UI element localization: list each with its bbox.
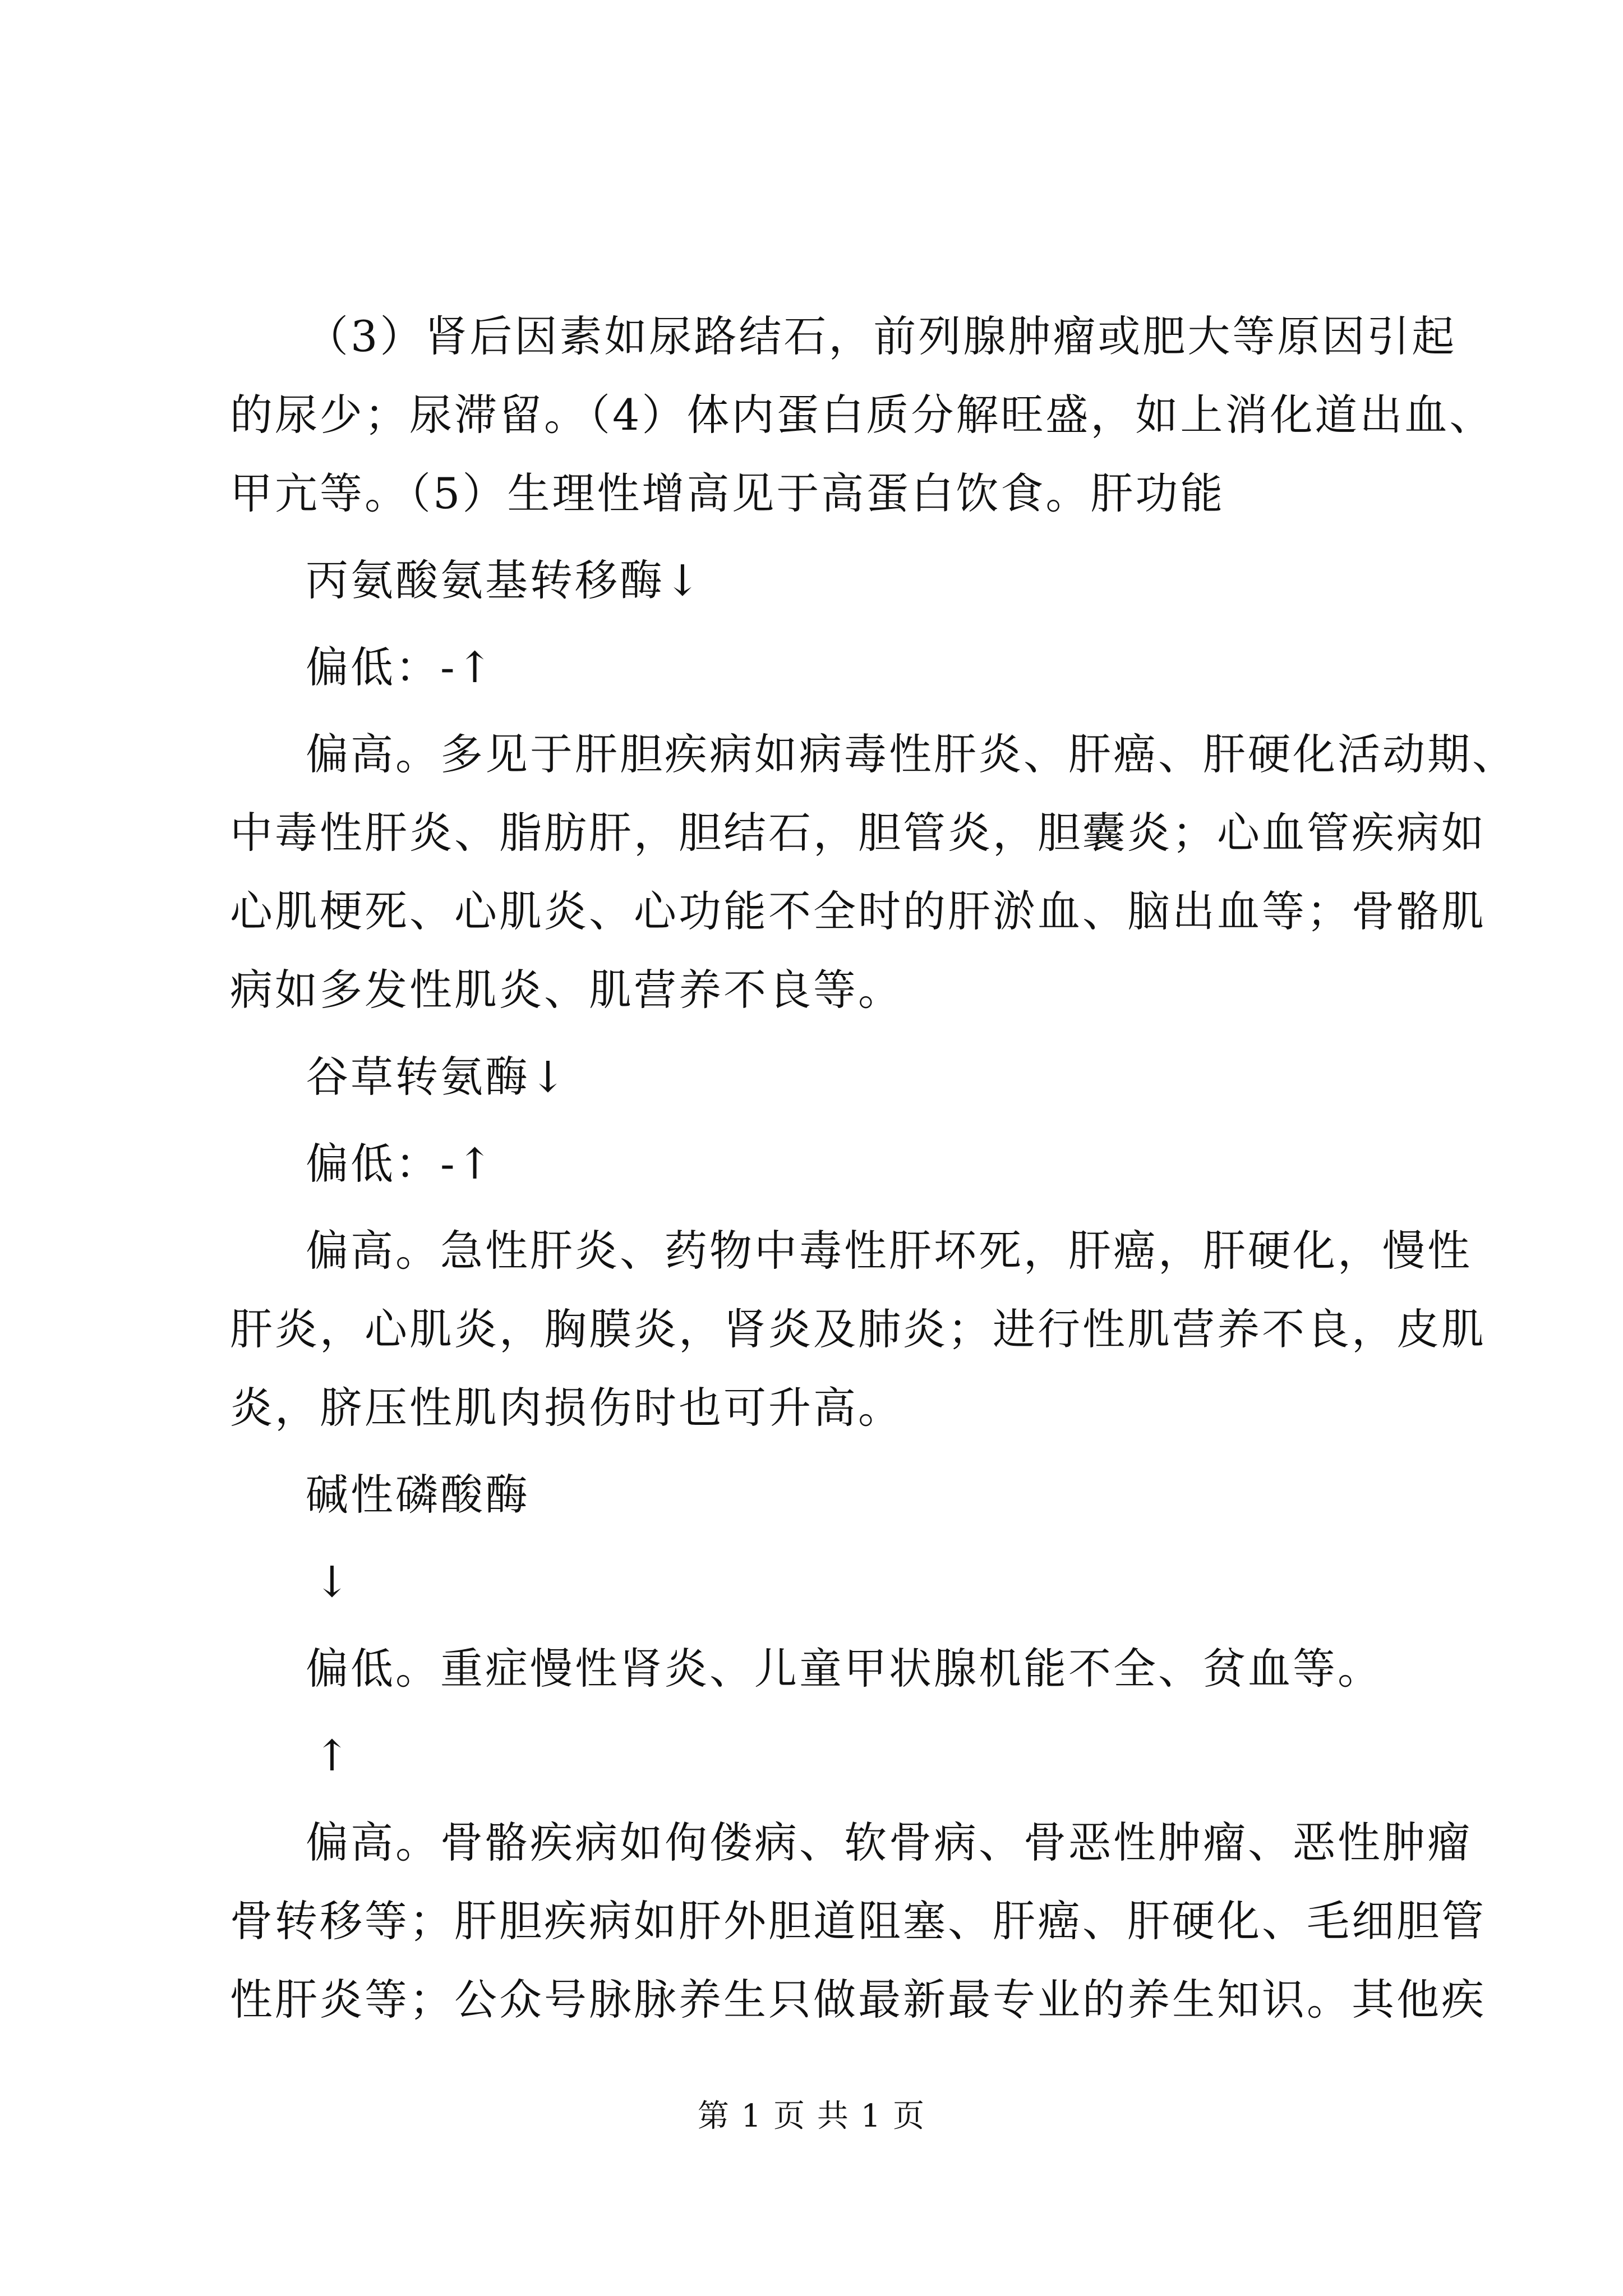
page-footer: 第 1 页 共 1 页 xyxy=(697,2098,926,2134)
text-line: 偏高。多见于肝胆疾病如病毒性肝炎、肝癌、肝硬化活动期、 xyxy=(306,729,1517,779)
text-line: 偏低：-↑ xyxy=(306,1139,495,1189)
text-line: 偏高。骨骼疾病如佝偻病、软骨病、骨恶性肿瘤、恶性肿瘤 xyxy=(306,1818,1472,1867)
text-line: 性肝炎等；公众号脉脉养生只做最新最专业的养生知识。其他疾 xyxy=(230,1975,1486,2024)
text-line: 谷草转氨酶↓ xyxy=(306,1052,568,1102)
text-line: 甲亢等。（5）生理性增高见于高蛋白饮食。肝功能 xyxy=(230,468,1225,518)
text-line: 碱性磷酸酶 xyxy=(306,1470,530,1520)
text-line: 肝炎，心肌炎，胸膜炎，肾炎及肺炎；进行性肌营养不良，皮肌 xyxy=(230,1304,1486,1354)
text-line: 偏低：-↑ xyxy=(306,642,495,692)
text-line: 炎，脐压性肌肉损伤时也可升高。 xyxy=(230,1383,903,1433)
arrow-down-line: ↓ xyxy=(314,1557,352,1607)
arrow-up-line: ↑ xyxy=(314,1731,352,1780)
text-line: 偏高。急性肝炎、药物中毒性肝坏死，肝癌，肝硬化，慢性 xyxy=(306,1226,1472,1276)
text-line: 病如多发性肌炎、肌营养不良等。 xyxy=(230,965,903,1015)
text-line: 骨转移等；肝胆疾病如肝外胆道阻塞、肝癌、肝硬化、毛细胆管 xyxy=(230,1896,1486,1946)
text-line: 丙氨酸氨基转移酶↓ xyxy=(306,555,703,605)
text-line: 中毒性肝炎、脂肪肝，胆结石，胆管炎，胆囊炎；心血管疾病如 xyxy=(230,808,1486,858)
text-line: 偏低。重症慢性肾炎、儿童甲状腺机能不全、贫血等。 xyxy=(306,1644,1382,1694)
text-line: 的尿少；尿滞留。（4）体内蛋白质分解旺盛，如上消化道出血、 xyxy=(230,390,1495,440)
text-line: 心肌梗死、心肌炎、心功能不全时的肝淤血、脑出血等；骨骼肌 xyxy=(230,886,1486,936)
text-line: （3）肾后因素如尿路结石，前列腺肿瘤或肥大等原因引起 xyxy=(306,311,1457,361)
